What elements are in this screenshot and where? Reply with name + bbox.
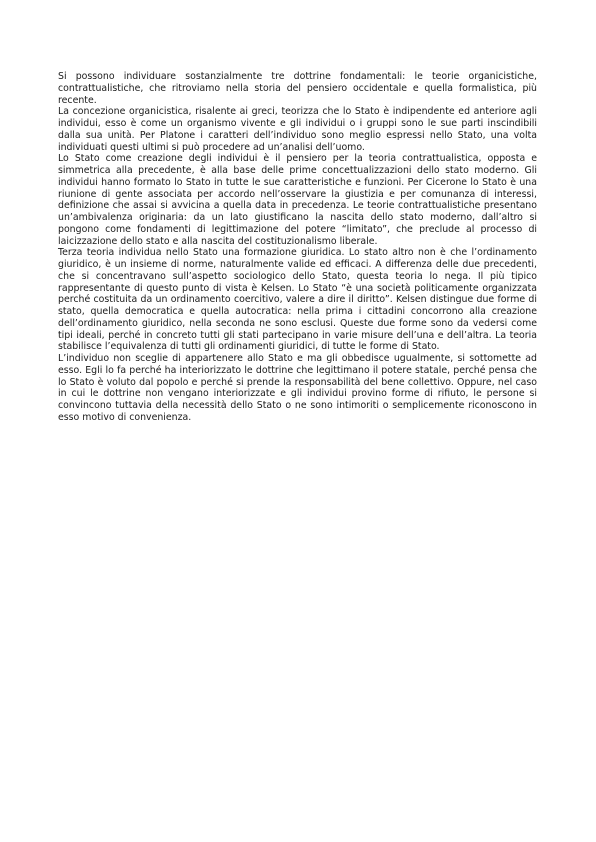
- document-body: [58, 71, 537, 424]
- paragraph-formalist: Terza teoria individua nello Stato una formazione giuridica. Lo stato altro non è che l’ordinamento giuridico, è un insieme di norme, naturalmente valide ed efficaci. A differenza delle due precedenti, che si concentravano sull’aspetto sociologico dello Stato, questa teoria lo nega. Il più tipico rappresentante di questo punto di vista è Kelsen. Lo Stato “è una società politicamente organizzata perché costituita da un ordinamento coercitivo, valere a dire il diritto”. Kelsen distingue due forme di stato, quella democratica e quella autocratica: nella prima i cittadini concorrono alla creazione dell’ordinamento giuridico, nella seconda ne sono esclusi. Queste due forme sono da vedersi come tipi ideali, perché in concreto tutti gli stati partecipano in varie misure dell’una e dell’altra. La teoria stabilisce l’equivalenza di tutti gli ordinamenti giuridici, di tutte le forme di Stato.: [58, 247, 537, 353]
- paragraph-contractualist: Lo Stato come creazione degli individui è il pensiero per la teoria contrattualistica, opposta e simmetrica alla precedente, è alla base delle prime concettualizzazioni dello stato moderno. Gli individui hanno formato lo Stato in tutte le sue caratteristiche e funzioni. Per Cicerone lo Stato è una riunione di gente associata per accordo nell’osservare la giustizia e per comunanza di interessi, definizione che assai si avvicina a quella data in precedenza. Le teorie contrattualistiche presentano un’ambivalenza originaria: da un lato giustificano la nascita dello stato moderno, dall’altro si pongono come fondamenti di legittimazione del potere “limitato”, che preclude al processo di laicizzazione dello stato e alla nascita del costituzionalismo liberale.: [58, 153, 537, 247]
- paragraph-organicistic: La concezione organicistica, risalente ai greci, teorizza che lo Stato è indipendente ed anteriore agli individui, esso è come un organismo vivente e gli individui o i gruppi sono le sue parti inscindibili dalla sua unità. Per Platone i caratteri dell’individuo sono meglio espressi nello Stato, una volta individuati questi ultimi si può procedere ad un’analisi dell’uomo.: [58, 106, 537, 153]
- paragraph-obedience: L’individuo non sceglie di appartenere allo Stato e ma gli obbedisce ugualmente, si sottomette ad esso. Egli lo fa perché ha interiorizzato le dottrine che legittimano il potere statale, perché pensa che lo Stato è voluto dal popolo e perché si prende la responsabilità del bene collettivo. Oppure, nel caso in cui le dottrine non vengano interiorizzate e gli individui provino forme di rifiuto, le persone si convincono tuttavia della necessità dello Stato o ne sono intimoriti o semplicemente riconoscono in esso motivo di convenienza.: [58, 353, 537, 423]
- paragraph-intro: Si possono individuare sostanzialmente tre dottrine fondamentali: le teorie organicistiche, contrattualistiche, che ritroviamo nella storia del pensiero occidentale e quella formalistica, più recente.: [58, 71, 537, 106]
